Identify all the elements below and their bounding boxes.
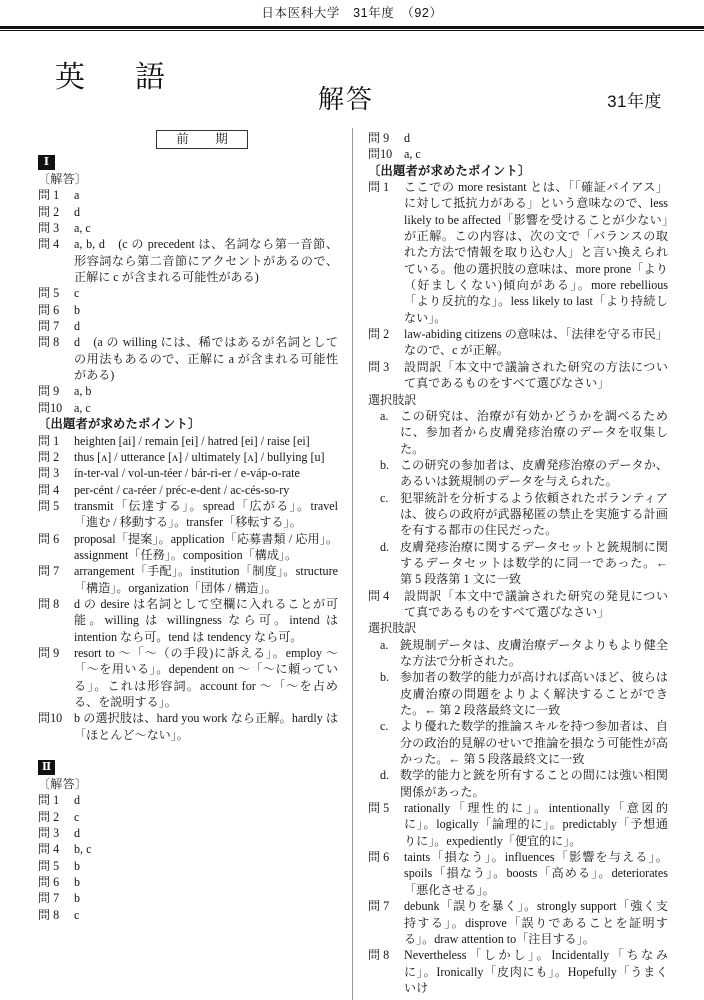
question-number: 問 2	[38, 449, 60, 464]
answer-text: d	[74, 826, 81, 841]
answer-text: d	[74, 793, 81, 808]
answer-text: c	[74, 907, 80, 922]
answer-text: a	[74, 188, 80, 203]
answer-row	[38, 858, 338, 874]
question-number: 問 1	[368, 180, 390, 195]
choice-item	[368, 408, 668, 457]
question-number: 問 7	[38, 891, 60, 906]
question-number: 問 3	[368, 359, 390, 374]
section-2-answers-heading: 〔解答〕	[38, 777, 88, 792]
answer-row	[38, 400, 338, 416]
question-number: 問 6	[368, 850, 390, 865]
choice-key: b.	[380, 457, 390, 472]
choice-key: d.	[380, 768, 390, 783]
choice-item	[368, 490, 668, 539]
point-text: arrangement「手配」。institution「制度」。structure「構造」。organization「団体 / 構造」。	[74, 564, 338, 595]
answer-text: b, c	[74, 842, 92, 857]
answer-row	[38, 890, 338, 906]
point-row	[38, 498, 338, 531]
masthead	[0, 52, 704, 116]
term-box-wrap	[38, 130, 338, 149]
section-marker: Ⅰ	[38, 155, 55, 170]
running-head: 日本医科大学 31年度 （92）	[261, 6, 443, 20]
section-marker: Ⅱ	[38, 760, 55, 775]
point-row	[38, 531, 338, 564]
point-row	[368, 588, 668, 621]
question-number: 問 3	[38, 826, 60, 841]
question-number: 問 4	[38, 842, 60, 857]
question-number: 問 2	[38, 809, 60, 824]
answer-row	[38, 825, 338, 841]
choice-item	[368, 539, 668, 588]
question-number: 問 1	[38, 793, 60, 808]
question-number: 問 9	[38, 384, 60, 399]
choice-key: a.	[380, 408, 389, 423]
point-text: heighten [ai] / remain [ei] / hatred [ei] / raise [ei]	[74, 433, 310, 448]
section-2-marker-row	[38, 758, 338, 775]
choice-text: 参加者の数学的能力が高ければ高いほど、彼らは皮膚治療の問題をよりよく解決することができた。← 第 2 段落最終文に一致	[400, 670, 668, 718]
choice-text: 皮膚発疹治療に関するデータセットと銃規制に関するデータセットは数学的に同一であった。← 第 5 段落第 1 文に一致	[400, 539, 668, 587]
answer-text: b	[74, 875, 81, 890]
point-text: b の選択肢は、hard you work なら正解。hardly は「ほとんど～ない」。	[74, 711, 338, 742]
point-row	[368, 359, 668, 392]
answer-text: d (a の willing には、稀ではあるが名詞としての用法もあるので、正解に a が含まれる可能性がある)	[74, 335, 338, 383]
point-row	[368, 849, 668, 898]
answer-text: d	[404, 131, 411, 145]
question-number: 問 2	[368, 327, 390, 342]
choice-text: より優れた数学的推論スキルを持つ参加者は、自分の政治的見解のせいで推論を損なう可能性が高かった。← 第 5 段落最終文に一致	[400, 719, 668, 767]
question-number: 問 4	[38, 482, 60, 497]
answer-text: c	[74, 809, 80, 824]
choice-text: この研究の参加者は、皮膚発疹治療のデータか、あるいは銃規制のデータを与えられた。	[400, 457, 668, 489]
point-row	[38, 433, 338, 449]
question-number: 問 5	[38, 858, 60, 873]
choice-item	[368, 718, 668, 767]
question-number: 問10	[368, 147, 393, 162]
point-row	[368, 898, 668, 947]
answer-text: b	[74, 858, 81, 873]
column-divider	[352, 128, 353, 1000]
answer-text: a, c	[404, 147, 421, 162]
point-row	[368, 179, 668, 326]
choice-item	[368, 637, 668, 670]
section-spacer	[38, 743, 338, 756]
answer-row	[38, 907, 338, 923]
choice-item	[368, 669, 668, 718]
question-number: 問 9	[38, 645, 60, 660]
question-number: 問10	[38, 400, 63, 415]
point-text: rationally「理性的に」。intentionally「意図的に」。logically「論理的に」。predictably「予想通りに」。expediently「便宜的に」。	[404, 801, 668, 848]
answer-row	[38, 383, 338, 399]
answer-row	[38, 874, 338, 890]
question-number: 問 6	[38, 531, 60, 546]
point-text: per-cént / ca-réer / préc-e-dent / ac-cés-so-ry	[74, 482, 290, 497]
right-points-heading: 〔出題者が求めたポイント〕	[368, 163, 531, 178]
answer-row	[368, 146, 668, 162]
point-row	[38, 563, 338, 596]
answer-text: a, c	[74, 400, 91, 415]
question-number: 問 4	[38, 237, 60, 252]
answer-row	[38, 809, 338, 825]
point-text: Nevertheless「しかし」。Incidentally「ちなみに」。Ironically「皮肉にも」。Hopefully「うまくいけ	[404, 948, 668, 995]
question-number: 問 7	[368, 899, 390, 914]
left-column	[38, 130, 338, 923]
document-type-title: 解答	[318, 84, 375, 114]
term-box: 前 期	[156, 130, 248, 149]
point-row	[38, 449, 338, 465]
choice-key: b.	[380, 670, 390, 685]
point-text: thus [ʌ] / utterance [ʌ] / ultimately [ʌ] / bullying [u]	[74, 449, 325, 464]
point-text: ín-ter-val / vol-un-téer / bár-ri-er / e-váp-o-rate	[74, 466, 300, 481]
answer-row	[38, 318, 338, 334]
question-number: 問 1	[38, 433, 60, 448]
question-number: 問 8	[368, 948, 390, 963]
choice-key: d.	[380, 539, 390, 554]
answer-text: a, b	[74, 384, 92, 399]
point-row	[368, 800, 668, 849]
answer-row	[38, 792, 338, 808]
question-number: 問10	[38, 711, 63, 726]
choice-text: 銃規制データは、皮膚治療データよりもより健全な方法で分析された。	[400, 637, 668, 668]
point-row	[38, 645, 338, 710]
point-row	[368, 326, 668, 359]
answer-row	[38, 187, 338, 203]
choice-item	[368, 457, 668, 490]
right-column	[368, 130, 668, 996]
section-1-points-heading: 〔出題者が求めたポイント〕	[38, 417, 201, 432]
point-text: resort to ～「～（の手段)に訴える」。employ ～「～を用いる」。dependent on ～「～に頼っている」。これは形容詞。account for ～「～を占める、を説明する」。	[74, 645, 338, 709]
choice-item	[368, 767, 668, 800]
header-rule	[0, 26, 704, 29]
point-text: ここでの more resistant とは、「「確証バイアス」に対して抵抗力がある」という意味なので、less likely to be affected「影響を受けることが少ない」が正解。この内容は、次の文で「バランスの取れた方法で情報を取り込む人」と言い換えられている。他の選択肢の意味は、more prone「より（好ましくない)傾向がある」。more rebellious「より反抗的な」。less likely to last「より持続しない」。	[404, 180, 668, 325]
point-text: 設問訳「本文中で議論された研究の方法について真であるものをすべて選びなさい」	[404, 359, 668, 391]
question-number: 問 3	[38, 221, 60, 236]
subject-title: 英 語	[55, 61, 175, 94]
answer-row	[38, 285, 338, 301]
answer-row	[368, 130, 668, 146]
question-number: 問 9	[368, 131, 390, 145]
answer-text: a, c	[74, 221, 91, 236]
point-text: taints「損なう」。influences「影響を与える」。spoils「損なう」。boosts「高める」。deteriorates「悪化させる」。	[404, 850, 668, 897]
question-number: 問 8	[38, 596, 60, 611]
answer-text: a, b, d (c の precedent は、名詞なら第一音節、形容詞なら第二音節にアクセントがあるので、正解に c が含まれる可能性がある)	[74, 237, 338, 285]
choice-key: c.	[380, 490, 389, 505]
answer-text: b	[74, 302, 81, 317]
question-number: 問 8	[38, 335, 60, 350]
question-number: 問 7	[38, 319, 60, 334]
question-number: 問 2	[38, 204, 60, 219]
question-number: 問 7	[38, 564, 60, 579]
choice-text: 犯罪統計を分析するよう依頼されたボランティアは、彼らの政府が武器秘匿の禁止を実施する計画を有する都市の住民だった。	[400, 490, 668, 538]
point-row	[38, 465, 338, 481]
choices-label: 選択肢訳	[368, 392, 417, 407]
section-1-answers-heading: 〔解答〕	[38, 172, 88, 186]
point-text: debunk「誤りを暴く」。strongly support「強く支持する」。disprove「誤りであることを証明する」。draw attention to「注目する」。	[404, 899, 668, 946]
answer-row	[38, 334, 338, 383]
question-number: 問 6	[38, 875, 60, 890]
point-text: d の desire は名詞として空欄に入れることが可能。willing は willingness なら可。intend は intention なら可。tend は tendency なら可。	[74, 596, 338, 644]
question-number: 問 5	[38, 498, 60, 513]
question-number: 問 5	[38, 286, 60, 301]
question-number: 問 4	[368, 588, 390, 603]
point-row	[368, 947, 668, 996]
answer-text: c	[74, 286, 80, 301]
question-number: 問 6	[38, 302, 60, 317]
answer-row	[38, 236, 338, 285]
choice-text: この研究は、治療が有効かどうかを調べるために、参加者から皮膚発疹治療のデータを収集した。	[400, 408, 668, 456]
answer-text: d	[74, 319, 81, 334]
point-row	[38, 482, 338, 498]
point-text: transmit「伝達する」。spread「広がる」。travel「進む / 移動する」。transfer「移転する」。	[74, 498, 338, 530]
question-number: 問 1	[38, 188, 60, 203]
point-row	[38, 710, 338, 743]
answer-row	[38, 204, 338, 220]
answer-text: b	[74, 891, 81, 906]
point-text: 設問訳「本文中で議論された研究の発見について真であるものをすべて選びなさい」	[404, 588, 668, 619]
point-row	[38, 596, 338, 645]
answer-row	[38, 302, 338, 318]
question-number: 問 3	[38, 466, 60, 481]
choices-label: 選択肢訳	[368, 621, 417, 636]
question-number: 問 8	[38, 907, 60, 922]
answer-row	[38, 220, 338, 236]
section-1-marker-row	[38, 153, 338, 170]
year-label: 31年度	[607, 92, 662, 111]
choice-text: 数学的能力と銃を所有することの間には強い相関関係があった。	[400, 768, 668, 799]
choice-key: c.	[380, 719, 389, 734]
point-text: law-abiding citizens の意味は、「法律を守る市民」なので、c が正解。	[404, 327, 669, 358]
question-number: 問 5	[368, 801, 390, 816]
choice-key: a.	[380, 637, 389, 652]
point-text: proposal「提案」。application「応募書類 / 応用」。assignment「任務」。composition「構成」。	[74, 531, 338, 562]
answer-row	[38, 841, 338, 857]
answer-text: d	[74, 204, 81, 219]
